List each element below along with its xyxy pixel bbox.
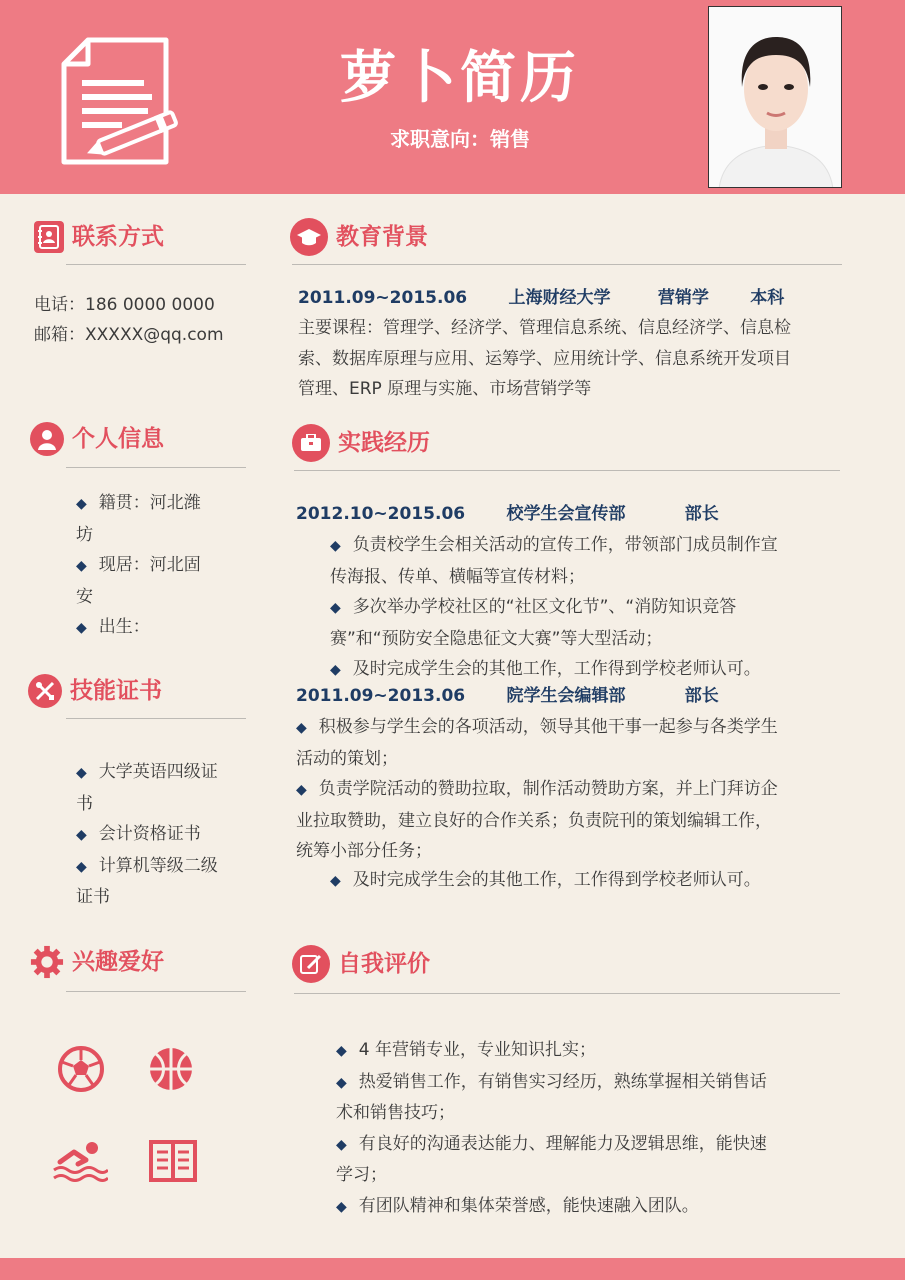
personal-list (76, 488, 246, 644)
person-icon (30, 422, 64, 456)
divider (66, 467, 246, 468)
list-item: ◆ 及时完成学生会的其他工作，工作得到学校老师认可。 (330, 870, 761, 890)
basketball-icon (146, 1044, 196, 1094)
list-item: ◆ 负责学院活动的赞助拉取，制作活动赞助方案，并上门拜访企 业拉取赞助，建立良好的合作关系；负责院刊的策划编辑工作， 统筹小部分任务； (296, 779, 778, 861)
phone-text: 电话：186 0000 0000 (34, 295, 215, 315)
contact-heading: 联系方式 (34, 220, 164, 254)
list-item: ◆ 负责校学生会相关活动的宣传工作，带领部门成员制作宣 传海报、传单、横幅等宣传材料； (330, 535, 778, 587)
email-text: 邮箱：XXXXX@qq.com (34, 325, 224, 345)
practice-heading: 实践经历 (292, 424, 430, 462)
gear-icon (30, 945, 64, 979)
swimming-icon (52, 1134, 108, 1184)
graduation-cap-icon (290, 218, 328, 256)
list-item: ◆ 大学英语四级证 书 (76, 762, 218, 814)
divider (66, 718, 246, 719)
job-entry: 2011.09~2013.06 院学生会编辑部 部长 (296, 686, 719, 706)
list-item: ◆ 现居：河北固 安 (76, 555, 201, 607)
list-item: ◆ 及时完成学生会的其他工作，工作得到学校老师认可。 (330, 659, 761, 679)
list-item: ◆ 计算机等级二级 证书 (76, 855, 218, 907)
self-eval-list (336, 1035, 836, 1222)
header-banner (0, 0, 905, 194)
divider (66, 264, 246, 265)
address-book-icon (34, 221, 64, 253)
edit-icon (292, 945, 330, 983)
self-eval-heading: 自我评价 (292, 945, 430, 983)
list-item: ◆ 有良好的沟通表达能力、理解能力及逻辑思维，能快速 学习； (336, 1133, 767, 1185)
briefcase-icon (292, 424, 330, 462)
tools-icon (28, 674, 62, 708)
list-item: ◆ 热爱销售工作，有销售实习经历，熟练掌握相关销售话 术和销售技巧； (336, 1071, 767, 1123)
divider (294, 993, 840, 994)
portrait-image (709, 7, 842, 188)
list-item: ◆ 4 年营销专业，专业知识扎实； (336, 1040, 597, 1060)
personal-heading: 个人信息 (30, 422, 164, 456)
job-objective: 求职意向：销售 (390, 127, 530, 151)
job1-bullets (330, 530, 840, 686)
education-heading: 教育背景 (290, 218, 428, 256)
list-item: ◆ 籍贯：河北潍 坊 (76, 493, 201, 545)
courses-text: 主要课程：管理学、经济学、管理信息系统、信息经济学、信息检 索、数据库原理与应用、运筹学、应用统计学、信息系统开发项目 管理、ERP 原理与实施、市场营销学等 (298, 318, 791, 399)
job2-bullets (296, 712, 846, 867)
soccer-icon (56, 1044, 106, 1094)
divider (294, 470, 840, 471)
job-entry: 2012.10~2015.06 校学生会宣传部 部长 (296, 504, 719, 524)
hobbies-heading: 兴趣爱好 (30, 945, 164, 979)
divider (66, 991, 246, 992)
footer-bar (0, 1258, 905, 1280)
skills-list (76, 757, 256, 913)
document-pen-icon (60, 36, 190, 166)
list-item: ◆ 有团队精神和集体荣誉感，能快速融入团队。 (336, 1195, 699, 1216)
list-item: ◆ 多次举办学校社区的“社区文化节”、“消防知识竞答 赛”和“预防安全隐患征文大赛”等大型活动； (330, 597, 737, 649)
list-item: ◆ 出生： (76, 617, 150, 637)
profile-photo (708, 6, 842, 188)
list-item: ◆ 会计资格证书 (76, 824, 201, 844)
resume-title: 萝卜简历 (340, 46, 580, 111)
skills-heading: 技能证书 (28, 674, 162, 708)
list-item: ◆ 积极参与学生会的各项活动，领导其他干事一起参与各类学生 活动的策划； (296, 717, 778, 769)
book-icon (148, 1136, 198, 1186)
divider (292, 264, 842, 265)
education-entry: 2011.09~2015.06 上海财经大学 营销学 本科 (298, 288, 785, 308)
